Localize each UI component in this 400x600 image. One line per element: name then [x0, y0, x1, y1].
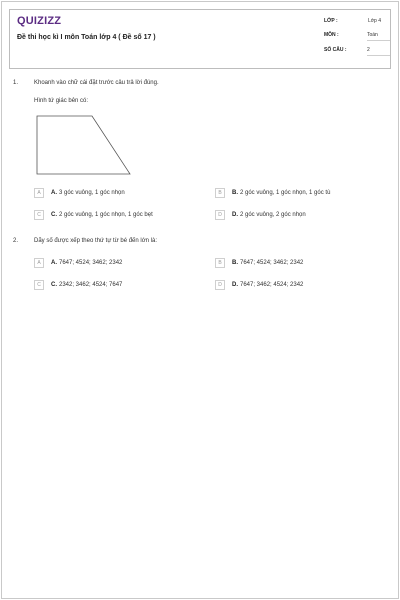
- option-text: 2 góc vuông, 2 góc nhọn: [240, 212, 306, 218]
- option-text: 2 góc vuông, 1 góc nhọn, 1 góc tù: [240, 190, 331, 196]
- option-text: 2342; 3462; 4524; 7647: [59, 282, 123, 288]
- option-box[interactable]: B: [215, 188, 225, 198]
- option-box[interactable]: B: [215, 258, 225, 268]
- option-box[interactable]: C: [34, 280, 44, 290]
- option-letter: B.: [232, 190, 238, 196]
- option-letter: D.: [232, 212, 238, 218]
- option-text: 3 góc vuông, 1 góc nhọn: [59, 190, 125, 196]
- quadrilateral-figure: [36, 115, 132, 175]
- q2-option-c[interactable]: [34, 280, 122, 290]
- option-box[interactable]: C: [34, 210, 44, 220]
- option-box[interactable]: D: [215, 280, 225, 290]
- question-1-subtext: Hình tứ giác bên có:: [34, 98, 89, 104]
- worksheet-title: Đề thi học kì I môn Toán lớp 4 ( Đề số 17 ): [17, 34, 156, 41]
- option-text: 7647; 4524; 3462; 2342: [59, 260, 123, 266]
- option-box[interactable]: A: [34, 258, 44, 268]
- q1-option-b[interactable]: [215, 188, 330, 198]
- option-letter: D.: [232, 282, 238, 288]
- option-text: 7647; 3462; 4524; 2342: [240, 282, 304, 288]
- question-1-text: Khoanh vào chữ cái đặt trước câu trả lời đúng.: [34, 80, 159, 86]
- option-letter: C.: [51, 282, 57, 288]
- option-text: 7647; 4524; 3462; 2342: [240, 260, 304, 266]
- option-letter: A.: [51, 190, 57, 196]
- option-box[interactable]: A: [34, 188, 44, 198]
- q2-option-b[interactable]: [215, 258, 303, 268]
- option-box[interactable]: D: [215, 210, 225, 220]
- subject-value: Toán: [367, 32, 390, 41]
- grade-label: LỚP :: [324, 18, 338, 24]
- question-1-number: 1.: [13, 80, 19, 86]
- quadrilateral-shape: [37, 116, 130, 174]
- question-count-value: 2: [367, 47, 390, 56]
- option-letter: C.: [51, 212, 57, 218]
- page-frame: [1, 1, 399, 599]
- question-count-label: SỐ CÂU :: [324, 47, 347, 53]
- q1-option-d[interactable]: [215, 210, 306, 220]
- q1-option-c[interactable]: [34, 210, 153, 220]
- grade-value: Lớp 4: [368, 18, 382, 24]
- q2-option-d[interactable]: [215, 280, 303, 290]
- option-letter: A.: [51, 260, 57, 266]
- subject-label: MÔN :: [324, 32, 339, 38]
- option-letter: B.: [232, 260, 238, 266]
- quizizz-logo: QUIZIZZ: [17, 15, 62, 27]
- option-text: 2 góc vuông, 1 góc nhọn, 1 góc bẹt: [59, 212, 153, 218]
- question-2-number: 2.: [13, 238, 19, 244]
- question-2-text: Dãy số được xếp theo thứ tự từ bé đến lớn là:: [34, 238, 157, 244]
- q2-option-a[interactable]: [34, 258, 122, 268]
- q1-option-a[interactable]: [34, 188, 125, 198]
